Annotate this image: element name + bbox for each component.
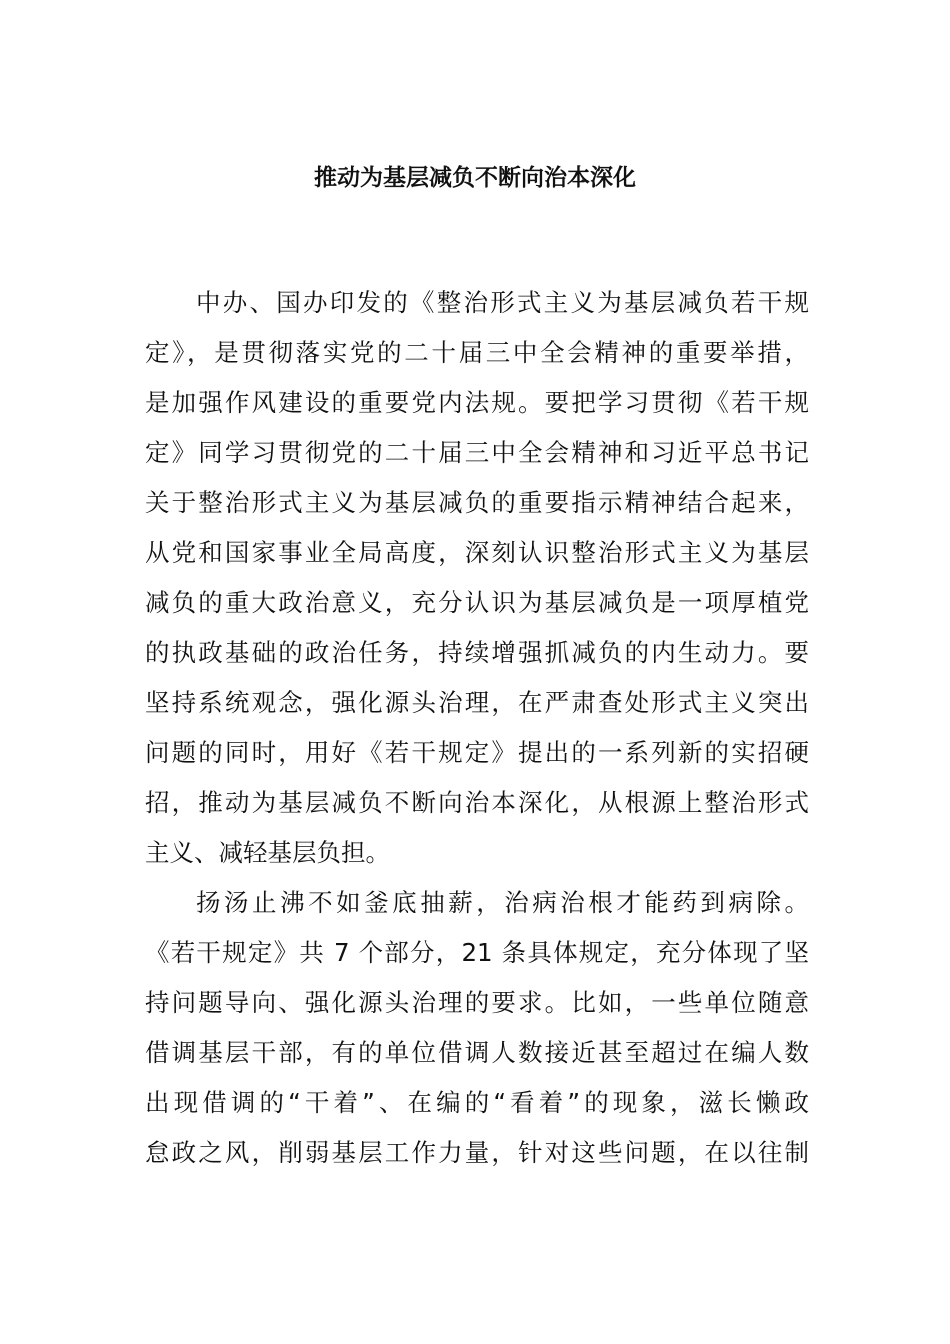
paragraph-1 [145,278,809,878]
paragraph-line: 定》同学习贯彻党的二十届三中全会精神和习近平总书记 [145,438,809,467]
paragraph-line: 出现借调的“干着”、在编的“看着”的现象，滋长懒政 [145,1088,809,1117]
paragraph-line: 是加强作风建设的重要党内法规。要把学习贯彻《若干规 [145,388,809,417]
paragraph-line: 关于整治形式主义为基层减负的重要指示精神结合起来， [145,488,809,517]
paragraph-line: 从党和国家事业全局高度，深刻认识整治形式主义为基层 [145,538,809,567]
paragraph-line: 主义、减轻基层负担。 [145,838,390,867]
paragraph-line: 坚持系统观念，强化源头治理，在严肃查处形式主义突出 [145,688,809,717]
paragraph-line: 《若干规定》共 7 个部分，21 条具体规定，充分体现了坚 [145,938,809,967]
paragraph-line: 定》，是贯彻落实党的二十届三中全会精神的重要举措， [145,338,809,367]
document-title: 推动为基层减负不断向治本深化 [314,165,636,191]
paragraph-line: 问题的同时，用好《若干规定》提出的一系列新的实招硬 [145,738,809,767]
paragraph-line: 持问题导向、强化源头治理的要求。比如，一些单位随意 [145,988,809,1017]
paragraph-line: 扬汤止沸不如釜底抽薪，治病治根才能药到病除。 [196,888,809,917]
paragraph-line: 中办、国办印发的《整治形式主义为基层减负若干规 [196,288,809,317]
paragraph-line: 借调基层干部，有的单位借调人数接近甚至超过在编人数 [145,1038,809,1067]
paragraph-line: 的执政基础的政治任务，持续增强抓减负的内生动力。要 [145,638,809,667]
paragraph-2 [145,878,809,1178]
paragraph-line: 怠政之风，削弱基层工作力量，针对这些问题，在以往制 [145,1138,809,1167]
document-body [145,278,809,1178]
paragraph-line: 招，推动为基层减负不断向治本深化，从根源上整治形式 [145,788,809,817]
paragraph-line: 减负的重大政治意义，充分认识为基层减负是一项厚植党 [145,588,809,617]
